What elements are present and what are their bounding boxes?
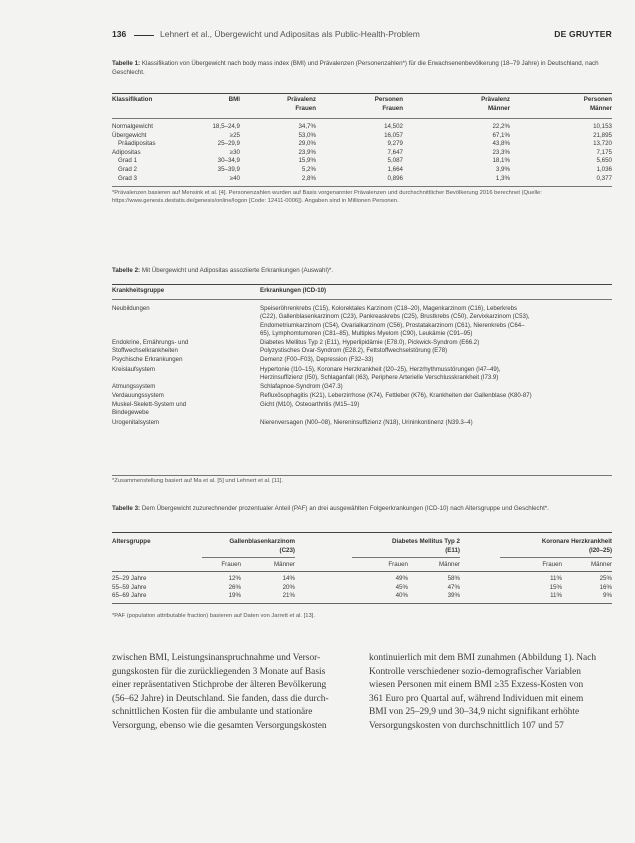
condition-line: Demenz (F00–F03), Depression (F32–33) — [260, 356, 374, 364]
table2-bottom-rule — [112, 475, 612, 476]
condition-line: Polyzystisches Ovar-Syndrom (E28.2), Fettstoffwechselstörung (E78) — [260, 347, 448, 355]
table3-group-rule — [202, 557, 295, 558]
group-line: Atmungssystem — [112, 382, 156, 390]
table-cell: 1,3% — [495, 174, 510, 182]
table-cell: 29,0% — [298, 140, 316, 148]
table-cell: 67,1% — [492, 131, 510, 139]
body-line: (56–62 Jahre) in Deutschland. Sie fanden, dass die durch- — [112, 693, 329, 704]
table1-col-header: Prävalenz — [287, 96, 316, 103]
table2-conditions-cell — [260, 305, 612, 338]
body-line: Versorgungskosten von durchschnittlich 107 und 57 — [369, 720, 564, 731]
table-cell: 7,175 — [596, 148, 612, 156]
table-cell: ≥30 — [229, 148, 240, 156]
table-cell: 34,7% — [298, 123, 316, 130]
table2-conditions-cell — [260, 419, 612, 427]
table-cell: 2,8% — [301, 174, 316, 182]
body-line: zwischen BMI, Leistungsinanspruchnahme und Versor- — [112, 653, 321, 663]
body-text-right-column — [369, 652, 612, 734]
table3-group-rule — [500, 557, 612, 558]
table3-age-cell: 55–59 Jahre — [112, 583, 147, 591]
table-cell: 25–29,9 — [217, 140, 240, 148]
table3-group-name: Koronare Herzkrankheit — [541, 538, 612, 545]
table-row — [112, 157, 612, 166]
table3-caption — [112, 505, 612, 514]
table3-value-cell: 16% — [599, 583, 612, 591]
table3-group-name: Gallenblasenkarzinom — [229, 538, 295, 545]
table3-caption-text: Dem Übergewicht zuzurechnender prozentualer Anteil (PAF) an drei ausgewählten Folgeerkrankungen (ICD-10) nach Altersgruppe und Geschlecht*. — [141, 505, 549, 512]
table-cell: 35–39,9 — [217, 166, 240, 173]
table2-group-cell — [112, 366, 262, 374]
table-cell: 18,1% — [492, 157, 510, 165]
table3-group-code: (I20–25) — [588, 547, 612, 554]
table-cell: Grad 1 — [118, 157, 137, 165]
condition-line: Hypertonie (I10–15), Koronare Herzkrankheit (I20–25), Herzrhythmusstörungen (I47–49), — [260, 365, 501, 373]
condition-line: Nierenversagen (N00–08), Niereninsuffizienz (N18), Urininkontinenz (N39.3–4) — [260, 418, 473, 426]
table2-top-rule — [112, 284, 612, 285]
condition-line: (C22), Gallenblasenkarzinom (C23), Pankreaskrebs (C25), Brustkrebs (C50), Zervixkarzinom (C53), — [260, 313, 530, 321]
table1-col-header: Personen — [583, 96, 612, 103]
table3-sex-header: Männer — [591, 561, 612, 568]
table-cell: 14,502 — [384, 123, 403, 130]
body-line: einer repräsentativen Stichprobe der älteren Bevölkerung — [112, 680, 327, 691]
body-line: 361 Euro pro Quartal auf, während Individuen mit einem — [369, 693, 584, 704]
condition-line: Gicht (M10), Osteoarthritis (M15–19) — [260, 401, 360, 409]
body-line: schnittlichen Kosten für die ambulante und stationäre — [112, 707, 313, 718]
table1-col-header: BMI — [228, 96, 240, 103]
table3-value-cell: 12% — [228, 575, 241, 582]
body-text-left-column — [112, 652, 355, 734]
table3-sex-header: Männer — [439, 561, 460, 568]
table2-group-cell — [112, 339, 262, 356]
table1-col-header: Frauen — [382, 105, 403, 112]
group-line: Urogenitalsystem — [112, 418, 160, 426]
table3-value-cell: 21% — [282, 592, 295, 600]
table1-col-header: Frauen — [295, 105, 316, 112]
table-cell: Grad 3 — [118, 174, 137, 182]
table3-group-code: (E11) — [445, 547, 460, 554]
condition-line: Refluxösophagitis (K21), Leberzirrhose (K74), Fettleber (K76), Krankheiten der Gallenblase (K80-87) — [260, 392, 532, 399]
table-cell: 53,0% — [298, 131, 316, 139]
body-line: Kontrolle verschiedener sozio-demografischer Variablen — [369, 666, 581, 677]
table3-age-cell: 25–29 Jahre — [112, 575, 147, 582]
condition-line: Schlafapnoe-Syndrom (G47.3) — [260, 382, 343, 390]
table3-value-cell: 11% — [550, 592, 562, 600]
table1-caption-text: Klassifikation von Übergewicht nach body mass index (BMI) und Prävalenzen (Personenzahlen*) für die Erwachsenenbevölkerung (18–79 Jahre) in Deutschland, nach Geschlecht. — [112, 60, 599, 76]
table3-top-rule — [112, 532, 612, 533]
group-line: Endokrine, Ernährungs- und — [112, 339, 189, 346]
body-line: BMI von 25–29,9 und 30–34,9 nicht signifikant erhöhte — [369, 707, 580, 718]
table3-value-cell: 15% — [549, 583, 562, 591]
table-cell: 43,8% — [492, 140, 510, 148]
table3-group-name: Diabetes Mellitus Typ 2 — [392, 538, 460, 545]
table2-conditions-cell — [260, 392, 612, 400]
table-cell: ≥25 — [229, 131, 240, 139]
table-cell: 5,2% — [301, 166, 316, 173]
table2-group-cell — [112, 356, 262, 364]
table3-label: Tabelle 3: — [112, 505, 141, 512]
table3-sex-header: Frauen — [221, 561, 241, 568]
table-cell: 7,647 — [387, 148, 403, 156]
table-cell: 23,3% — [492, 148, 510, 156]
table1-col-header: Männer — [487, 105, 510, 112]
table-cell: 23,9% — [298, 148, 316, 156]
table-cell: Normalgewicht — [112, 123, 153, 130]
table-cell: 5,650 — [596, 157, 612, 165]
running-header — [112, 29, 612, 43]
table-cell: 1,036 — [596, 166, 612, 173]
body-line: gungskosten für die zurückliegenden 3 Monate auf Basis — [112, 666, 326, 677]
page-number: 136 — [112, 29, 127, 39]
table2-group-cell — [112, 401, 262, 418]
table2-label: Tabelle 2: — [112, 267, 141, 274]
table2-note: *Zusammenstellung basiert auf Ma et al. [5] und Lehnert et al. [11]. — [112, 478, 283, 484]
table-cell: Adipositas — [112, 148, 141, 156]
table3-value-cell: 40% — [395, 592, 408, 600]
table3-group-code: (C23) — [279, 547, 295, 554]
table-cell: 22,2% — [492, 123, 510, 130]
table3-note: *PAF (population attributable fraction) basieren auf Daten von Jarrett et al. [13]. — [112, 613, 315, 619]
table3-value-cell: 26% — [228, 583, 241, 591]
table2-group-cell — [112, 305, 262, 313]
table2-caption — [112, 267, 612, 276]
table-cell: 9,279 — [387, 140, 403, 148]
table3-value-cell: 25% — [599, 575, 612, 582]
table1-top-rule — [112, 93, 612, 94]
table1-note: *Prävalenzen basieren auf Mensink et al. [4]. Personenzahlen wurden auf Basis vorgenannter Prävalenzen und durchschnittlicher Bevölkerung 2016 berechnet (Quelle: https://www.genesis.destatis.de/genesis/online/logon [Code: 12411-0006]). Angaben sind in Millionen Personen. — [112, 190, 542, 205]
table3-age-cell: 65–69 Jahre — [112, 592, 147, 600]
table-cell: ≥40 — [229, 174, 240, 182]
table-row — [112, 140, 612, 149]
table2-conditions-cell — [260, 383, 612, 391]
table1-header-row — [112, 96, 612, 105]
table2-header — [112, 287, 612, 296]
table-cell: 10,153 — [593, 123, 612, 130]
table-cell: 30–34,9 — [217, 157, 240, 165]
table3-bottom-rule — [112, 603, 612, 604]
table1-header-rule — [112, 118, 612, 119]
table1-col-header: Prävalenz — [481, 96, 510, 103]
table3-value-cell: 14% — [282, 575, 295, 582]
table1-col-header: Klassifikation — [112, 96, 153, 103]
table-cell: 16,057 — [384, 131, 403, 139]
table2-group-cell — [112, 383, 262, 391]
table3-sex-header: Frauen — [542, 561, 562, 568]
table3-value-cell: 58% — [447, 575, 460, 582]
condition-line: Herzinsuffizienz (I50), Schlaganfall (I63), Periphere Arterielle Verschlusskrankheit (I73.9) — [260, 373, 499, 381]
group-line: Muskel-Skelett-System und — [112, 401, 187, 409]
table-cell: 21,895 — [593, 131, 612, 139]
table2-caption-text: Mit Übergewicht und Adipositas assoziierte Erkrankungen (Auswahl)*. — [141, 267, 334, 274]
table-cell: 5,087 — [387, 157, 403, 165]
table-cell: 0,377 — [596, 174, 612, 182]
condition-line: Diabetes Mellitus Typ 2 (E11), Hyperlipidämie (E78.0), Pickwick-Syndrom (E66.2) — [260, 339, 480, 346]
table2-group-cell — [112, 419, 262, 427]
body-line: kontinuierlich mit dem BMI zunahmen (Abbildung 1). Nach — [369, 653, 597, 663]
table3-sex-header: Männer — [274, 561, 295, 568]
table1-bottom-rule — [112, 186, 612, 187]
table3-header-rule — [112, 571, 612, 572]
table2-conditions-cell — [260, 356, 612, 364]
table2-col-conditions: Erkrankungen (ICD-10) — [260, 287, 327, 294]
table3-group-rule — [352, 557, 460, 558]
table2-conditions-cell — [260, 339, 612, 356]
table-cell: 0,896 — [387, 174, 403, 182]
condition-line: Endometriumkarzinom (C54), Ovarialkarzinom (C56), Prostatakarzinom (C61), Nierenkrebs (C64– — [260, 321, 525, 329]
group-line: Bindegewebe — [112, 409, 149, 417]
group-line: Kreislaufsystem — [112, 365, 156, 373]
table-cell: Grad 2 — [118, 166, 137, 173]
table3-value-cell: 9% — [603, 592, 612, 600]
table3-value-cell: 49% — [395, 575, 408, 582]
group-line: Verdauungssystem — [112, 392, 164, 399]
running-header-authors: Lehnert et al., Übergewicht und Adipositas als Public-Health-Problem — [160, 29, 420, 39]
table3-value-cell: 47% — [447, 583, 460, 591]
body-line: wiesen Personen mit einem BMI ≥35 Exzess-Kosten von — [369, 680, 584, 691]
table3-sex-header: Frauen — [388, 561, 408, 568]
body-line: Versorgung, ebenso wie die gesamten Versorgungskosten — [112, 720, 327, 731]
table2-col-group: Krankheitsgruppe — [112, 287, 165, 294]
table-row — [112, 132, 612, 141]
table1-label: Tabelle 1: — [112, 60, 141, 67]
table2-group-cell — [112, 392, 262, 400]
table-row — [112, 123, 612, 132]
table3-value-cell: 45% — [395, 583, 408, 591]
table3-value-cell: 39% — [447, 592, 460, 600]
table2-conditions-cell — [260, 366, 612, 383]
table2-conditions-cell — [260, 401, 612, 409]
table2-header-rule — [112, 299, 612, 300]
table-row — [112, 175, 612, 184]
table1-header-row — [112, 105, 612, 114]
header-dash — [134, 35, 154, 36]
condition-line: 65), Lymphomtumoren (C81–85), Multiples Myelom (C90), Leukämie (C91–95) — [260, 329, 473, 337]
group-line: Stoffwechselkrankheiten — [112, 347, 178, 355]
table-row — [112, 149, 612, 158]
table-cell: Übergewicht — [112, 131, 147, 139]
table-cell: 1,664 — [387, 166, 403, 173]
group-line: Neubildungen — [112, 305, 150, 312]
table-cell: 15,9% — [298, 157, 316, 165]
table-cell: Präadipositas — [118, 140, 156, 148]
table1-col-header: Männer — [589, 105, 612, 112]
table3-col-age: Altersgruppe — [112, 538, 151, 545]
group-line: Psychische Erkrankungen — [112, 356, 183, 364]
publisher-logo: DE GRUYTER — [554, 29, 612, 39]
table-cell: 18,5–24,9 — [212, 123, 240, 130]
condition-line: Speiseröhrenkrebs (C15), Kolorektales Karzinom (C18–20), Magenkarzinom (C16), Leberkrebs — [260, 305, 518, 312]
table3-value-cell: 20% — [282, 583, 295, 591]
table3-value-cell: 19% — [228, 592, 241, 600]
table1-col-header: Personen — [374, 96, 403, 103]
table-cell: 3,9% — [495, 166, 510, 173]
table-row — [112, 166, 612, 175]
table-cell: 13,720 — [593, 140, 612, 148]
table3-value-cell: 11% — [550, 575, 562, 582]
table1-caption — [112, 60, 612, 77]
